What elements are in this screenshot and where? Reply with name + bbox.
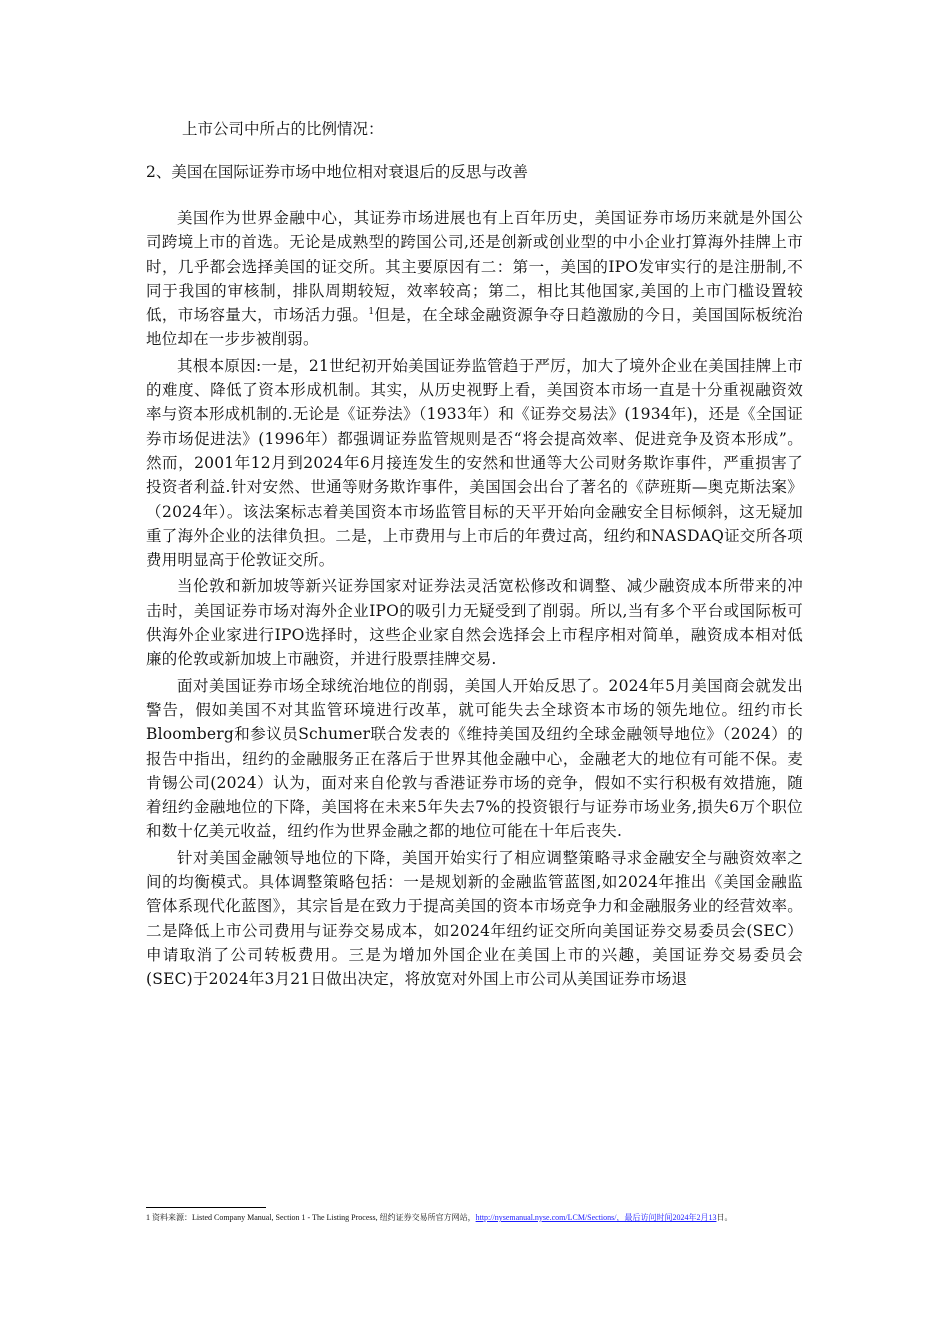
footnote-text: 资料来源：Listed Company Manual, Section 1 - The Listing Process, 纽约证券交易所官方网站， — [152, 1213, 476, 1222]
paragraph-2: 其根本原因:一是，21世纪初开始美国证券监管趋于严厉，加大了境外企业在美国挂牌上市的难度、降低了资本形成机制。其实，从历史视野上看，美国资本市场一直是十分重视融资效率与资本形成机制的.无论是《证券法》（1933年）和《证券交易法》(1934年)，还是《全国证券市场促进法》(1996年）都强调证券监管规则是否“将会提高效率、促进竞争及资本形成”。然而，2001年12月到2024年6月接连发生的安然和世通等大公司财务欺诈事件，严重损害了投资者利益.针对安然、世通等财务欺诈事件，美国国会出台了著名的《萨班斯—奥克斯法案》（2024年）。该法案标志着美国资本市场监管目标的天平开始向金融安全目标倾斜，这无疑加重了海外企业的法律负担。二是，上市费用与上市后的年费过高，纽约和NASDAQ证交所各项费用明显高于伦敦证交所。 — [146, 356, 803, 570]
footnote-separator — [146, 1207, 266, 1208]
footnote-text-end: 日。 — [716, 1213, 733, 1222]
continued-text-line: 上市公司中所占的比例情况： — [182, 120, 384, 138]
footnote-number: 1 — [146, 1213, 150, 1222]
paragraph-3: 当伦敦和新加坡等新兴证券国家对证券法灵活宽松修改和调整、减少融资成本所带来的冲击时，美国证券市场对海外企业IPO的吸引力无疑受到了削弱。所以,当有多个平台或国际板可供海外企业家进行IPO选择时，这些企业家自然会选择会上市程序相对简单，融资成本相对低廉的伦敦或新加坡上市融资，并进行股票挂牌交易. — [146, 577, 803, 669]
body-text — [146, 206, 803, 994]
footnote — [146, 1212, 826, 1224]
paragraph-1-text-cont: 但是，在全球金融资源争夺日趋激励的今日，美国国际板统治地位却在一步步被削弱。 — [146, 306, 803, 349]
section-heading: 2、美国在国际证券市场中地位相对衰退后的反思与改善 — [146, 163, 528, 181]
paragraph-4: 面对美国证券市场全球统治地位的削弱，美国人开始反思了。2024年5月美国商会就发出警告，假如美国不对其监管环境进行改革，就可能失去全球资本市场的领先地位。纽约市长Bloomberg和参议员Schumer联合发表的《维持美国及纽约全球金融领导地位》（2024）的报告中指出，纽约的金融服务正在落后于世界其他金融中心，金融老大的地位有可能不保。麦肯锡公司(2024）认为，面对来自伦敦与香港证券市场的竞争，假如不实行积极有效措施，随着纽约金融地位的下降，美国将在未来5年失去7%的投资银行与证券市场业务,损失6万个职位和数十亿美元收益，纽约作为世界金融之都的地位可能在十年后丧失. — [146, 676, 803, 841]
footnote-link[interactable]: http://nysemanual.nyse.com/LCM/Sections/，最后访问时间2024年2月13 — [475, 1213, 717, 1222]
footnote-reference[interactable]: 1 — [368, 307, 375, 318]
paragraph-1-text: 美国作为世界金融中心，其证券市场进展也有上百年历史，美国证券市场历来就是外国公司跨境上市的首选。无论是成熟型的跨国公司,还是创新或创业型的中小企业打算海外挂牌上市时，几乎都会选择美国的证交所。其主要原因有二：第一，美国的IPO发审实行的是注册制,不同于我国的审核制，排队周期较短，效率较高；第二，相比其他国家,美国的上市门槛设置较低，市场容量大，市场活力强。 — [146, 209, 803, 325]
paragraph-1 — [146, 206, 803, 352]
paragraph-5: 针对美国金融领导地位的下降，美国开始实行了相应调整策略寻求金融安全与融资效率之间的均衡模式。具体调整策略包括：一是规划新的金融监管蓝图,如2024年推出《美国金融监管体系现代化蓝图》，其宗旨是在致力于提高美国的资本市场竞争力和金融服务业的经营效率。二是降低上市公司费用与证券交易成本，如2024年纽约证交所向美国证券交易委员会(SEC）申请取消了公司转板费用。三是为增加外国企业在美国上市的兴趣，美国证券交易委员会(SEC)于2024年3月21日做出决定，将放宽对外国上市公司从美国证券市场退 — [146, 848, 803, 989]
